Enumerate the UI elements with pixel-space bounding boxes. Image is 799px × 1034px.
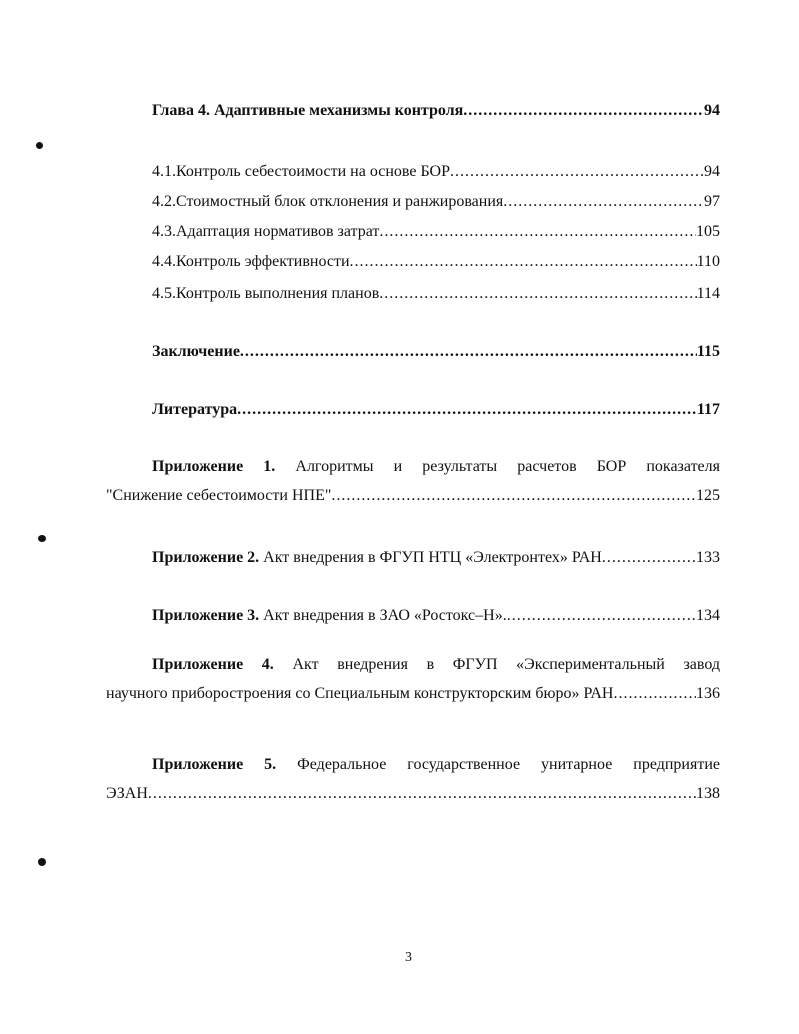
toc-appendix-3 [152, 606, 720, 626]
page-number: 3 [405, 950, 412, 965]
appendix-text-cont: ЭЗАН [106, 785, 148, 802]
toc-conclusion-label: Заключение [152, 343, 240, 360]
toc-section-label: 4.4.Контроль эффективности [152, 253, 350, 270]
toc-section-4-5 [152, 284, 720, 304]
appendix-page: 134 [696, 607, 720, 624]
toc-section-4-2 [152, 192, 720, 212]
appendix-title: Приложение 2. [152, 549, 260, 566]
appendix-title: Приложение 4. [152, 656, 274, 673]
scan-speck [36, 142, 43, 149]
appendix-text: Акт внедрения в ФГУП НТЦ «Электронтех» РАН [263, 549, 602, 566]
appendix-title: Приложение 3. [152, 607, 260, 624]
toc-appendix-4 [106, 650, 720, 708]
toc-section-label: 4.3.Адаптация нормативов затрат [152, 223, 380, 240]
toc-section-page: 97 [704, 193, 720, 210]
toc-chapter-4-label: Глава 4. Адаптивные механизмы контроля [152, 102, 464, 119]
toc-appendix-1 [106, 452, 720, 510]
leader-dots [507, 606, 696, 626]
leader-dots [379, 284, 696, 304]
toc-chapter-4 [152, 101, 720, 121]
toc-section-page: 105 [696, 223, 720, 240]
leader-dots [463, 101, 704, 121]
appendix-text: Акт внедрения в ФГУП «Экспериментальный завод [292, 656, 721, 673]
toc-conclusion [152, 342, 720, 362]
toc-section-page: 110 [696, 253, 720, 270]
toc-literature [152, 400, 720, 420]
toc-chapter-4-page: 94 [704, 102, 720, 119]
toc-section-page: 114 [696, 285, 720, 302]
appendix-title: Приложение 1. [152, 458, 276, 475]
toc-conclusion-page: 115 [696, 343, 720, 360]
leader-dots [450, 162, 704, 182]
appendix-text: Федеральное государственное унитарное предприятие [297, 756, 721, 773]
toc-section-page: 94 [704, 163, 720, 180]
toc-appendix-2 [152, 548, 720, 568]
toc-section-4-4 [152, 252, 720, 272]
toc-literature-label: Литература [152, 401, 238, 418]
appendix-text: Алгоритмы и результаты расчетов БОР показателя [295, 458, 721, 475]
leader-dots [350, 252, 697, 272]
leader-dots [240, 342, 697, 362]
toc-section-4-1 [152, 162, 720, 182]
scan-speck [38, 858, 46, 866]
leader-dots [379, 222, 696, 242]
appendix-page: 138 [696, 785, 720, 802]
scan-speck [38, 535, 46, 542]
toc-appendix-5 [106, 750, 720, 808]
appendix-title: Приложение 5. [152, 756, 277, 773]
leader-dots [148, 779, 696, 808]
appendix-page: 125 [696, 487, 720, 504]
toc-literature-page: 117 [696, 401, 720, 418]
appendix-text-cont: научного приборостроения со Специальным конструкторским бюро» РАН [106, 685, 614, 702]
appendix-text: Акт внедрения в ЗАО «Ростокс–Н». [263, 607, 507, 624]
appendix-page: 133 [696, 549, 720, 566]
toc-section-label: 4.1.Контроль себестоимости на основе БОР [152, 163, 450, 180]
toc-section-label: 4.2.Стоимостный блок отклонения и ранжирования [152, 193, 504, 210]
toc-section-label: 4.5.Контроль выполнения планов [152, 285, 380, 302]
leader-dots [613, 679, 696, 708]
leader-dots [331, 481, 696, 510]
appendix-text-cont: "Снижение себестоимости НПЕ" [106, 487, 332, 504]
leader-dots [237, 400, 697, 420]
leader-dots [503, 192, 704, 212]
leader-dots [602, 548, 696, 568]
appendix-page: 136 [696, 685, 720, 702]
toc-section-4-3 [152, 222, 720, 242]
